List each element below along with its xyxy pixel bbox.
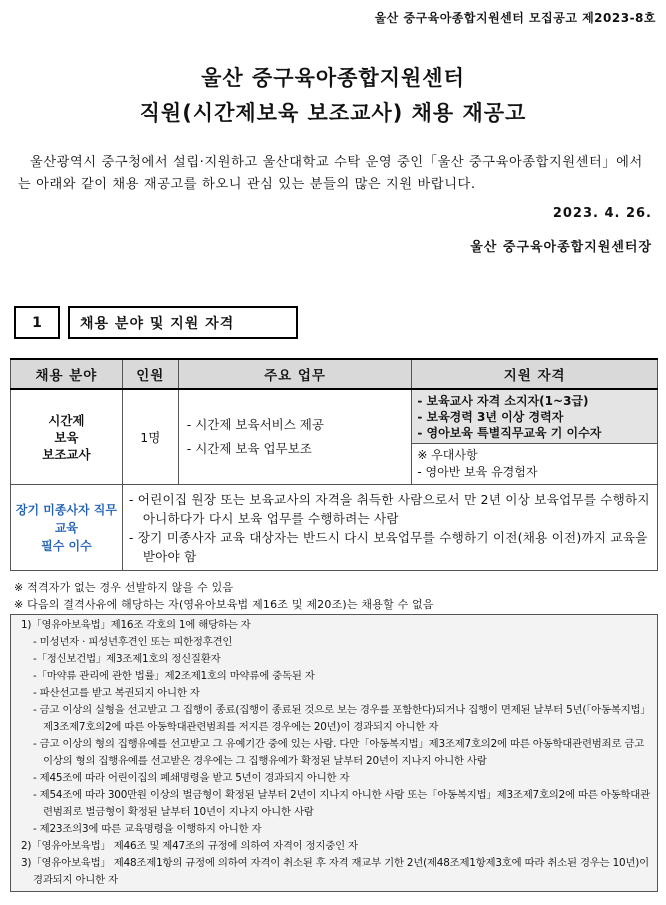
disqualification-sub: - 제23조의3에 따른 교육명령을 이행하지 아니한 자 — [33, 823, 262, 835]
training-label — [11, 485, 123, 571]
recruitment-table — [10, 358, 658, 571]
notice-date: 2023. 4. 26. — [552, 206, 652, 221]
intro-text: 울산광역시 중구청에서 설립·지원하고 울산대학교 수탁 운영 중인「울산 중구육아종합지원센터」에서는 아래와 같이 채용 재공고를 하오니 관심 있는 분들의 많은 지원 바랍니다. — [18, 155, 643, 192]
disqualification-sub: -「정신보건법」제3조제1호의 정신질환자 — [33, 653, 221, 665]
note-item: ※ 다음의 결격사유에 해당하는 자(영유아보육법 제16조 및 제20조)는 채용할 수 없음 — [14, 598, 434, 611]
field-line: 보조교사 — [42, 446, 91, 462]
intro-paragraph — [18, 152, 656, 196]
section-title: 채용 분야 및 지원 자격 — [68, 306, 298, 339]
qualification-item: - 보육교사 자격 소지자(1~3급) — [417, 394, 589, 408]
preference-title: ※ 우대사항 — [417, 448, 478, 462]
disqualification-box — [10, 614, 658, 892]
disqualification-item: 1)「영유아보육법」제16조 각호의 1에 해당하는 자 — [21, 619, 251, 631]
preference-item: - 영아반 보육 유경험자 — [417, 465, 538, 479]
disqualification-sub: - 제45조에 따라 어린이집의 폐쇄명령을 받고 5년이 경과되지 아니한 자 — [33, 772, 350, 784]
disqualification-item: 2)「영유아보육법」 제46조 및 제47조의 규정에 의하여 자격이 정지중인 자 — [21, 840, 358, 852]
qualifications-cell — [412, 389, 658, 444]
disqualification-item: 3)「영유아보육법」 제48조제1항의 규정에 의하여 자격이 취소된 후 자격 재교부 기한 2년(제48조제1항제3호에 따라 취소된 경우는 10년)이 경과되지 아니한 자 — [21, 857, 649, 886]
disqualification-sub: - 금고 이상의 실형을 선고받고 그 집행이 종료(집행이 종료된 것으로 보는 경우를 포함한다)되거나 집행이 면제된 날부터 5년(「아동복지법」 제3조제7호의2에 따른 아동학대관련범죄를 저지른 경우에는 20년)이 경과되지 아니한 자 — [33, 704, 651, 733]
disqualification-sub: - 금고 이상의 형의 집행유예를 선고받고 그 유예기간 중에 있는 사람. 다만「아동복지법」제3조제7호의2에 따른 아동학대관련범죄로 금고 이상의 형의 집행유예를 선고받은 경우에는 그 집행유예가 확정된 날부터 20년이 지나지 아니한 사람 — [33, 738, 645, 767]
training-label-line: 장기 미종사자 직무교육 — [15, 502, 117, 535]
training-item: - 어린이집 원장 또는 보육교사의 자격을 취득한 사람으로서 만 2년 이상 보육업무를 수행하지 아니하다가 다시 보육 업무를 수행하려는 사람 — [128, 491, 650, 526]
preferences-cell — [412, 444, 658, 485]
table-row — [11, 389, 658, 444]
section-number: 1 — [14, 306, 60, 339]
page-subtitle: 직원(시간제보육 보조교사) 채용 재공고 — [139, 101, 527, 125]
header-headcount: 인원 — [122, 359, 178, 389]
header-duties: 주요 업무 — [178, 359, 412, 389]
header-field: 채용 분야 — [11, 359, 123, 389]
notice-number: 울산 중구육아종합지원센터 모집공고 제2023-8호 — [374, 11, 656, 25]
headcount-cell: 1명 — [122, 389, 178, 485]
table-header-row — [11, 359, 658, 389]
duty-item: - 시간제 보육서비스 제공 — [186, 417, 324, 432]
duties-cell — [178, 389, 412, 485]
training-description — [122, 485, 657, 571]
signature: 울산 중구육아종합지원센터장 — [470, 240, 652, 255]
table-row — [11, 485, 658, 571]
qualification-item: - 영아보육 특별직무교육 기 이수자 — [417, 426, 602, 440]
qualification-item: - 보육경력 3년 이상 경력자 — [417, 410, 564, 424]
disqualification-sub: -「마약류 관리에 관한 법률」제2조제1호의 마약류에 중독된 자 — [33, 670, 315, 682]
field-line: 보육 — [54, 429, 79, 445]
field-line: 시간제 — [48, 412, 85, 428]
training-item: - 장기 미종사자 교육 대상자는 반드시 다시 보육업무를 수행하기 이전(채용 이전)까지 교육을 받아야 함 — [128, 529, 648, 564]
field-cell — [11, 389, 123, 485]
page-title: 울산 중구육아종합지원센터 — [201, 66, 465, 90]
training-label-line: 필수 이수 — [41, 538, 92, 553]
duty-item: - 시간제 보육 업무보조 — [186, 441, 312, 456]
disqualification-sub: - 미성년자 · 피성년후견인 또는 피한정후견인 — [33, 636, 233, 648]
note-item: ※ 적격자가 없는 경우 선발하지 않을 수 있음 — [14, 581, 234, 594]
notes — [14, 579, 659, 613]
header-qualifications: 지원 자격 — [412, 359, 658, 389]
disqualification-sub: - 파산선고를 받고 복권되지 아니한 자 — [33, 687, 200, 699]
disqualification-sub: - 제54조에 따라 300만원 이상의 벌금형이 확정된 날부터 2년이 지나지 아니한 사람 또는「아동복지법」제3조제7호의2에 따른 아동학대관련범죄로 벌금형이 확정된 날부터 10년이 지나지 아니한 사람 — [33, 789, 650, 818]
